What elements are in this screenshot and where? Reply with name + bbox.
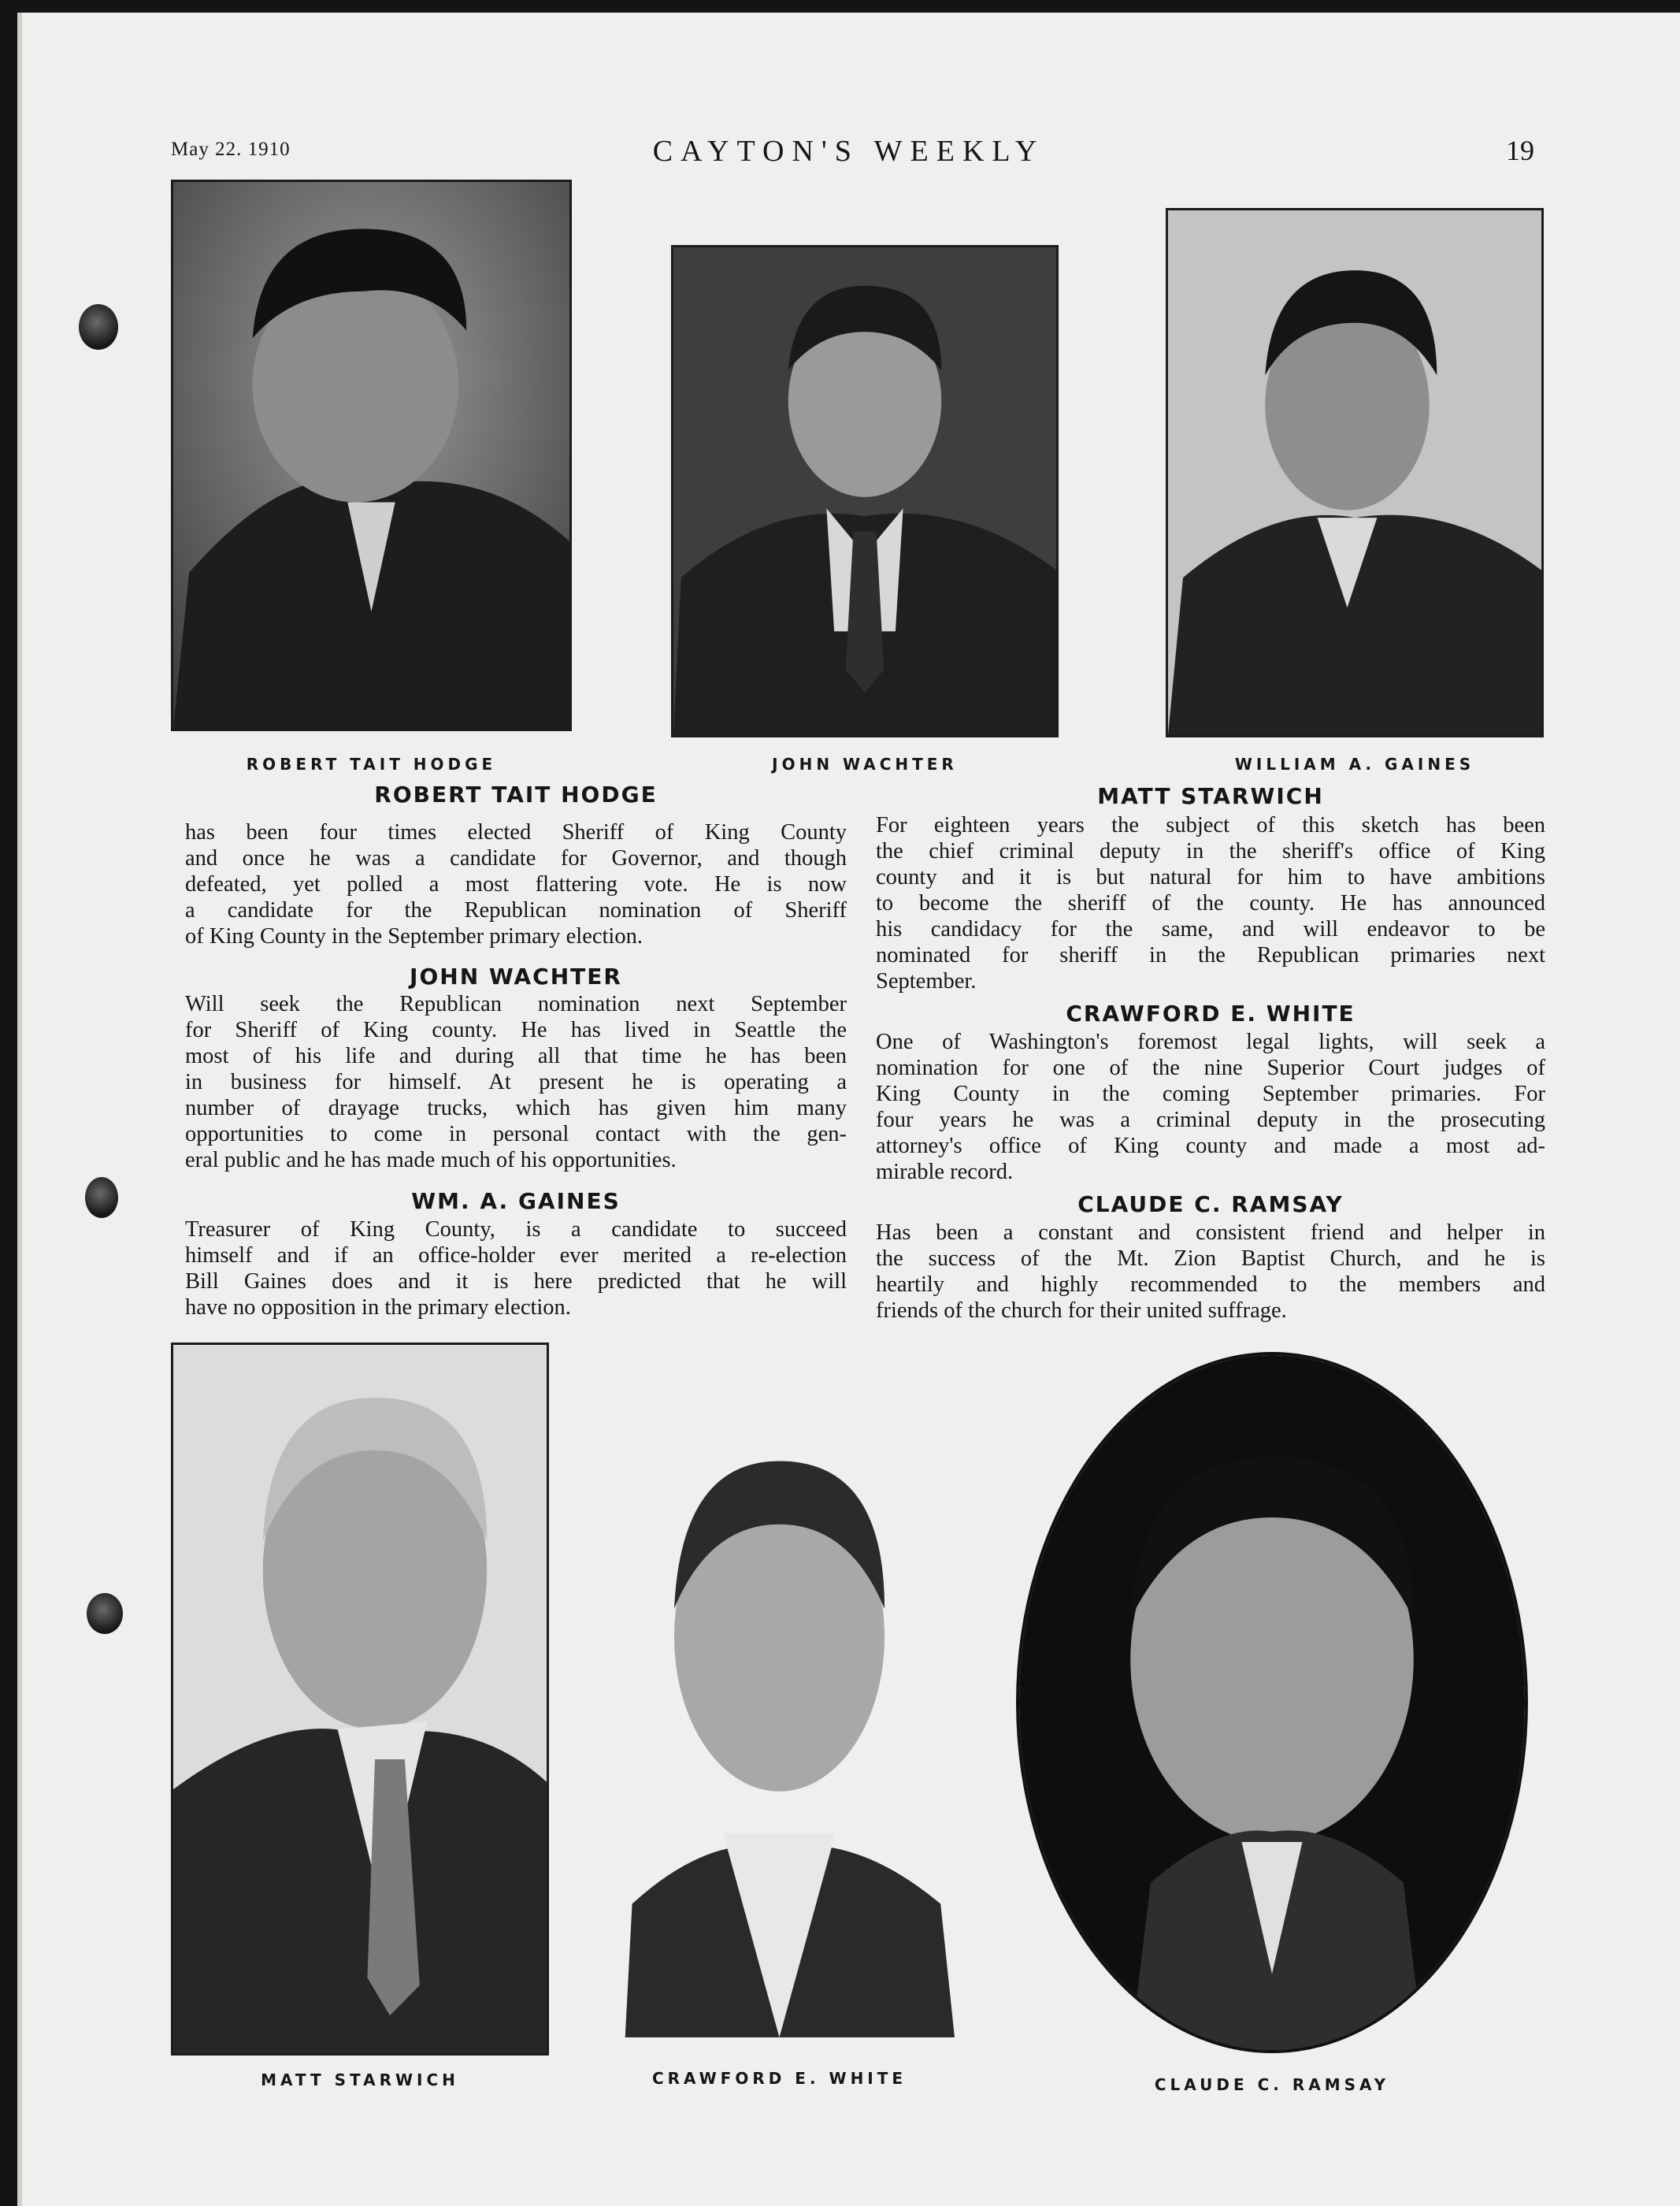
portrait-photo-oval (1016, 1352, 1528, 2053)
portrait-photo (1166, 208, 1544, 737)
article-line: September. (876, 969, 977, 993)
article-line: One of Washington's foremost legal lights, will seek a (876, 1030, 1545, 1054)
article-line: the chief criminal deputy in the sheriff's office of King (876, 839, 1545, 863)
article-line: Bill Gaines does and it is here predicted that he will (185, 1269, 847, 1294)
article-heading: ROBERT TAIT HODGE (374, 782, 658, 808)
article-line: the success of the Mt. Zion Baptist Church, and he is (876, 1246, 1545, 1271)
article-body (185, 991, 847, 1173)
article-heading: MATT STARWICH (1097, 783, 1324, 809)
masthead-title: CAYTON'S WEEKLY (652, 135, 1045, 168)
article-line: a candidate for the Republican nomination of Sheriff (185, 898, 847, 923)
article-body (185, 1216, 847, 1320)
article-line: friends of the church for their united suffrage. (876, 1298, 1287, 1323)
article-body (876, 1029, 1545, 1185)
article-heading: CLAUDE C. RAMSAY (1077, 1191, 1344, 1217)
portrait-photo (604, 1419, 955, 2037)
photo-caption: ROBERT TAIT HODGE (246, 755, 497, 774)
article-line: in business for himself. At present he is operating a (185, 1070, 847, 1094)
portrait-photo (171, 180, 572, 731)
article-line: county and it is but natural for him to have ambitions (876, 865, 1545, 889)
article-line: and once he was a candidate for Governor, and though (185, 846, 847, 871)
article-heading: CRAWFORD E. WHITE (1066, 1001, 1355, 1027)
punch-hole (79, 304, 118, 350)
article-line: mirable record. (876, 1160, 1014, 1184)
torn-mark (87, 1593, 123, 1634)
photo-caption: JOHN WACHTER (772, 755, 958, 774)
photo-caption: WILLIAM A. GAINES (1234, 755, 1475, 774)
article-line: nomination for one of the nine Superior Court judges of (876, 1056, 1545, 1080)
article-line: his candidacy for the same, and will endeavor to be (876, 917, 1545, 941)
article-line: number of drayage trucks, which has given him many (185, 1096, 847, 1120)
article-body (876, 1220, 1545, 1324)
article-line: four years he was a criminal deputy in the prosecuting (876, 1108, 1545, 1132)
article-line: eral public and he has made much of his opportunities. (185, 1148, 677, 1172)
page-number: 19 (1506, 135, 1534, 166)
photo-caption: CLAUDE C. RAMSAY (1154, 2075, 1390, 2094)
article-line: to become the sheriff of the county. He has announced (876, 891, 1545, 915)
article-line: For eighteen years the subject of this sketch has been (876, 813, 1545, 837)
portrait-photo (671, 245, 1059, 737)
article-line: opportunities to come in personal contact with the gen- (185, 1122, 847, 1146)
article-body (185, 819, 847, 949)
article-line: attorney's office of King county and made a most ad- (876, 1134, 1545, 1158)
article-line: has been four times elected Sheriff of King County (185, 820, 847, 845)
article-line: Has been a constant and consistent friend and helper in (876, 1220, 1545, 1245)
photo-caption: CRAWFORD E. WHITE (651, 2069, 907, 2088)
article-line: Will seek the Republican nomination next September (185, 992, 847, 1016)
page-edge (17, 13, 22, 2206)
article-line: defeated, yet polled a most flattering vote. He is now (185, 872, 847, 897)
article-line: most of his life and during all that time he has been (185, 1044, 847, 1068)
issue-date: May 22. 1910 (171, 139, 291, 160)
newspaper-page (17, 13, 1680, 2206)
article-line: have no opposition in the primary election. (185, 1295, 571, 1320)
article-line: King County in the coming September primaries. For (876, 1082, 1545, 1106)
article-line: of King County in the September primary election. (185, 924, 643, 949)
article-heading: WM. A. GAINES (411, 1188, 621, 1214)
portrait-photo (171, 1343, 549, 2056)
punch-hole (85, 1177, 118, 1218)
article-line: himself and if an office-holder ever merited a re-election (185, 1243, 847, 1268)
article-line: Treasurer of King County, is a candidate to succeed (185, 1217, 847, 1242)
article-line: for Sheriff of King county. He has lived in Seattle the (185, 1018, 847, 1042)
article-body (876, 812, 1545, 994)
article-line: nominated for sheriff in the Republican primaries next (876, 943, 1545, 967)
article-line: heartily and highly recommended to the members and (876, 1272, 1545, 1297)
photo-caption: MATT STARWICH (261, 2070, 459, 2089)
article-heading: JOHN WACHTER (410, 964, 622, 990)
